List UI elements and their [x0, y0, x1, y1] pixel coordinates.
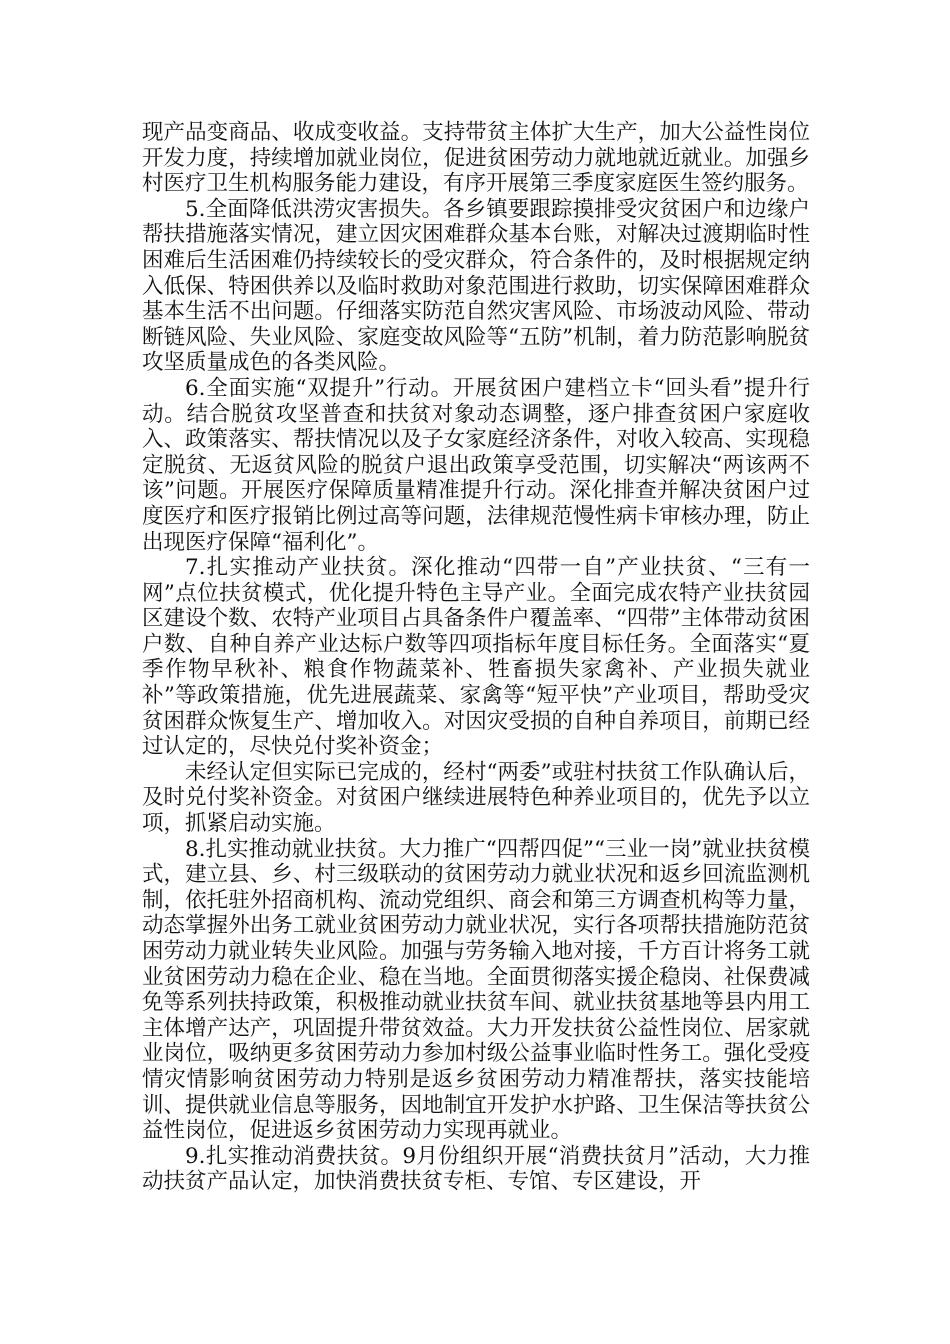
paragraph-item-5: 5.全面降低洪涝灾害损失。各乡镇要跟踪摸排受灾贫困户和边缘户帮扶措施落实情况，建立因灾困难群众基本台账，对解决过渡期临时性困难后生活困难仍持续较长的受灾群众，符合条件的，及时根据规定纳入低保、特困供养以及临时救助对象范围进行救助，切实保障困难群众基本生活不出问题。仔细落实防范自然灾害风险、市场波动风险、带动断链风险、失业风险、家庭变故风险等“五防”机制，着力防范影响脱贫攻坚质量成色的各类风险。 — [142, 196, 810, 376]
paragraph-continuation: 现产品变商品、收成变收益。支持带贫主体扩大生产，加大公益性岗位开发力度，持续增加就业岗位，促进贫困劳动力就地就近就业。加强乡村医疗卫生机构服务能力建设，有序开展第三季度家庭医生签约服务。 — [142, 120, 810, 197]
paragraph-item-6: 6.全面实施“双提升”行动。开展贫困户建档立卡“回头看”提升行动。结合脱贫攻坚普查和扶贫对象动态调整，逐户排查贫困户家庭收入、政策落实、帮扶情况以及子女家庭经济条件，对收入较高、实现稳定脱贫、无返贫风险的脱贫户退出政策享受范围，切实解决“两该两不该”问题。开展医疗保障质量精准提升行动。深化排查并解决贫困户过度医疗和医疗报销比例过高等问题，法律规范慢性病卡审核办理，防止出现医疗保障“福利化”。 — [142, 375, 810, 555]
paragraph-item-8: 8.扎实推动就业扶贫。大力推广“四帮四促”“三业一岗”就业扶贫模式，建立县、乡、村三级联动的贫困劳动力就业状况和返乡回流监测机制，依托驻外招商机构、流动党组织、商会和第三方调查机构等力量，动态掌握外出务工就业贫困劳动力就业状况，实行各项帮扶措施防范贫困劳动力就业转失业风险。加强与劳务输入地对接，千方百计将务工就业贫困劳动力稳在企业、稳在当地。全面贯彻落实援企稳岗、社保费减免等系列扶持政策，积极推动就业扶贫车间、就业扶贫基地等县内用工主体增产达产，巩固提升带贫效益。大力开发扶贫公益性岗位、居家就业岗位，吸纳更多贫困劳动力参加村级公益事业临时性务工。强化受疫情灾情影响贫困劳动力特别是返乡贫困劳动力精准帮扶，落实技能培训、提供就业信息等服务，因地制宜开发护水护路、卫生保洁等扶贫公益性岗位，促进返乡贫困劳动力实现再就业。 — [142, 836, 810, 1144]
document-body — [142, 120, 810, 1195]
paragraph-item-9: 9.扎实推动消费扶贫。9月份组织开展“消费扶贫月”活动，大力推动扶贫产品认定，加快消费扶贫专柜、专馆、专区建设，开 — [142, 1143, 810, 1195]
paragraph-item-7: 7.扎实推动产业扶贫。深化推动“四带一自”产业扶贫、“三有一网”点位扶贫模式，优化提升特色主导产业。全面完成农特产业扶贫园区建设个数、农特产业项目占具备条件户覆盖率、“四带”主体带动贫困户数、自种自养产业达标户数等四项指标年度目标任务。全面落实“夏季作物早秋补、粮食作物蔬菜补、牲畜损失家禽补、产业损失就业补”等政策措施，优先进展蔬菜、家禽等“短平快”产业项目，帮助受灾贫困群众恢复生产、增加收入。对因灾受损的自种自养项目，前期已经过认定的，尽快兑付奖补资金； — [142, 555, 810, 760]
paragraph-item-7-continued: 未经认定但实际已完成的，经村“两委”或驻村扶贫工作队确认后，及时兑付奖补资金。对贫困户继续进展特色种养业项目的，优先予以立项，抓紧启动实施。 — [142, 759, 810, 837]
